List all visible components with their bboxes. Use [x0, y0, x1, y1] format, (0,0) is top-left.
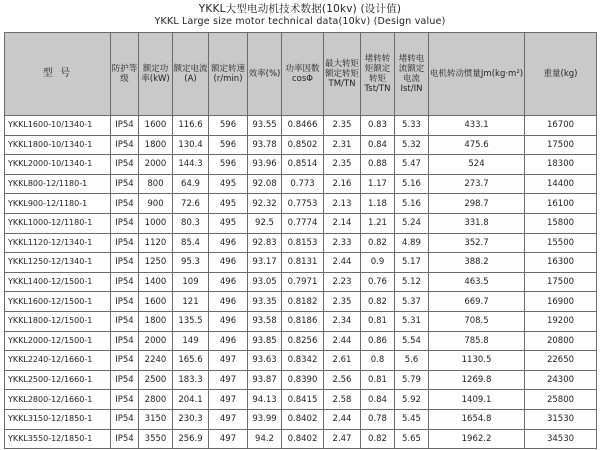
cell-locked-torque: 0.88 — [361, 155, 395, 175]
cell-power: 1600 — [139, 116, 173, 136]
table-row — [5, 253, 597, 273]
cell-locked-current: 5.33 — [395, 116, 429, 136]
cell-model: YKKL3550-12/1850-1 — [5, 429, 111, 449]
cell-power: 2000 — [139, 331, 173, 351]
cell-weight: 14400 — [525, 174, 597, 194]
table-row — [5, 174, 597, 194]
cell-power-factor: 0.8131 — [282, 253, 324, 273]
cell-protection: IP54 — [111, 116, 139, 136]
cell-max-torque: 2.44 — [324, 331, 361, 351]
cell-power: 1250 — [139, 253, 173, 273]
cell-efficiency: 93.96 — [248, 155, 282, 175]
cell-current: 72.6 — [173, 194, 209, 214]
cell-locked-torque: 0.81 — [361, 370, 395, 390]
cell-max-torque: 2.14 — [324, 213, 361, 233]
cell-efficiency: 94.2 — [248, 429, 282, 449]
title-block — [0, 0, 600, 29]
cell-power: 2000 — [139, 155, 173, 175]
cell-max-torque: 2.44 — [324, 253, 361, 273]
cell-locked-torque: 0.82 — [361, 429, 395, 449]
cell-inertia: 273.7 — [429, 174, 525, 194]
cell-model: YKKL2240-12/1660-1 — [5, 351, 111, 371]
cell-weight: 15500 — [525, 233, 597, 253]
table-row — [5, 292, 597, 312]
cell-efficiency: 93.87 — [248, 370, 282, 390]
cell-efficiency: 93.55 — [248, 116, 282, 136]
cell-speed: 496 — [209, 253, 248, 273]
header-weight: 重量(kg) — [525, 33, 597, 116]
cell-power-factor: 0.7753 — [282, 194, 324, 214]
cell-efficiency: 92.08 — [248, 174, 282, 194]
cell-current: 80.3 — [173, 213, 209, 233]
cell-locked-current: 4.89 — [395, 233, 429, 253]
cell-weight: 22650 — [525, 351, 597, 371]
cell-model: YKKL2500-12/1660-1 — [5, 370, 111, 390]
cell-power-factor: 0.8153 — [282, 233, 324, 253]
cell-power: 1800 — [139, 135, 173, 155]
cell-power-factor: 0.8466 — [282, 116, 324, 136]
cell-speed: 497 — [209, 409, 248, 429]
cell-locked-torque: 0.84 — [361, 135, 395, 155]
cell-weight: 20800 — [525, 331, 597, 351]
cell-model: YKKL900-12/1180-1 — [5, 194, 111, 214]
title-chinese: YKKL大型电动机技术数据(10kv) (设计值) — [198, 3, 402, 15]
cell-locked-current: 5.31 — [395, 311, 429, 331]
cell-speed: 497 — [209, 390, 248, 410]
header-inertia: 电机转动惯量Jm(kg·m²) — [429, 33, 525, 116]
cell-power-factor: 0.8182 — [282, 292, 324, 312]
cell-speed: 596 — [209, 135, 248, 155]
cell-power-factor: 0.7971 — [282, 272, 324, 292]
cell-model: YKKL800-12/1180-1 — [5, 174, 111, 194]
cell-inertia: 1130.5 — [429, 351, 525, 371]
cell-locked-current: 5.65 — [395, 429, 429, 449]
cell-model: YKKL1600-10/1340-1 — [5, 116, 111, 136]
table-row — [5, 409, 597, 429]
cell-locked-current: 5.16 — [395, 174, 429, 194]
table-row — [5, 155, 597, 175]
cell-weight: 17500 — [525, 272, 597, 292]
cell-locked-current: 5.47 — [395, 155, 429, 175]
cell-max-torque: 2.31 — [324, 135, 361, 155]
cell-current: 95.3 — [173, 253, 209, 273]
cell-inertia: 298.7 — [429, 194, 525, 214]
cell-speed: 497 — [209, 351, 248, 371]
cell-current: 144.3 — [173, 155, 209, 175]
header-power-factor: 功率因数cosΦ — [282, 33, 324, 116]
cell-power-factor: 0.7774 — [282, 213, 324, 233]
cell-max-torque: 2.35 — [324, 116, 361, 136]
cell-power-factor: 0.8390 — [282, 370, 324, 390]
cell-current: 64.9 — [173, 174, 209, 194]
cell-locked-current: 5.12 — [395, 272, 429, 292]
cell-weight: 18300 — [525, 155, 597, 175]
cell-current: 85.4 — [173, 233, 209, 253]
cell-efficiency: 93.99 — [248, 409, 282, 429]
table-row — [5, 272, 597, 292]
cell-protection: IP54 — [111, 272, 139, 292]
table-row — [5, 351, 597, 371]
cell-efficiency: 94.13 — [248, 390, 282, 410]
cell-protection: IP54 — [111, 135, 139, 155]
cell-power: 1800 — [139, 311, 173, 331]
cell-current: 230.3 — [173, 409, 209, 429]
cell-current: 135.5 — [173, 311, 209, 331]
cell-inertia: 1269.8 — [429, 370, 525, 390]
cell-inertia: 708.5 — [429, 311, 525, 331]
table-body — [5, 116, 597, 449]
cell-locked-torque: 0.83 — [361, 116, 395, 136]
cell-inertia: 785.8 — [429, 331, 525, 351]
cell-power-factor: 0.8502 — [282, 135, 324, 155]
header-protection: 防护等级 — [111, 33, 139, 116]
cell-current: 183.3 — [173, 370, 209, 390]
cell-power: 3150 — [139, 409, 173, 429]
cell-weight: 24300 — [525, 370, 597, 390]
cell-power: 1120 — [139, 233, 173, 253]
cell-locked-torque: 0.9 — [361, 253, 395, 273]
cell-locked-torque: 0.78 — [361, 409, 395, 429]
cell-protection: IP54 — [111, 194, 139, 214]
cell-speed: 495 — [209, 213, 248, 233]
cell-efficiency: 93.35 — [248, 292, 282, 312]
cell-power: 2800 — [139, 390, 173, 410]
cell-model: YKKL3150-12/1850-1 — [5, 409, 111, 429]
table-row — [5, 213, 597, 233]
cell-current: 256.9 — [173, 429, 209, 449]
table-row — [5, 390, 597, 410]
cell-max-torque: 2.35 — [324, 155, 361, 175]
cell-max-torque: 2.58 — [324, 390, 361, 410]
header-model: 型 号 — [5, 33, 111, 116]
cell-inertia: 352.7 — [429, 233, 525, 253]
cell-efficiency: 93.05 — [248, 272, 282, 292]
cell-locked-current: 5.45 — [395, 409, 429, 429]
cell-protection: IP54 — [111, 390, 139, 410]
cell-current: 165.6 — [173, 351, 209, 371]
cell-locked-current: 5.92 — [395, 390, 429, 410]
cell-inertia: 1654.8 — [429, 409, 525, 429]
cell-inertia: 524 — [429, 155, 525, 175]
cell-locked-torque: 1.18 — [361, 194, 395, 214]
cell-locked-current: 5.37 — [395, 292, 429, 312]
table-row — [5, 116, 597, 136]
cell-efficiency: 93.63 — [248, 351, 282, 371]
cell-speed: 596 — [209, 155, 248, 175]
cell-efficiency: 93.78 — [248, 135, 282, 155]
cell-max-torque: 2.16 — [324, 174, 361, 194]
cell-current: 204.1 — [173, 390, 209, 410]
table-row — [5, 311, 597, 331]
cell-power: 3550 — [139, 429, 173, 449]
cell-speed: 496 — [209, 331, 248, 351]
cell-locked-current: 5.54 — [395, 331, 429, 351]
cell-locked-torque: 0.76 — [361, 272, 395, 292]
motor-spec-table — [4, 32, 597, 449]
cell-locked-torque: 0.84 — [361, 390, 395, 410]
cell-locked-torque: 1.21 — [361, 213, 395, 233]
cell-max-torque: 2.33 — [324, 233, 361, 253]
cell-power: 1600 — [139, 292, 173, 312]
cell-power-factor: 0.8342 — [282, 351, 324, 371]
cell-max-torque: 2.44 — [324, 409, 361, 429]
cell-protection: IP54 — [111, 351, 139, 371]
cell-locked-current: 5.17 — [395, 253, 429, 273]
header-efficiency: 效率(%) — [248, 33, 282, 116]
cell-current: 121 — [173, 292, 209, 312]
cell-power-factor: 0.8402 — [282, 429, 324, 449]
cell-weight: 31530 — [525, 409, 597, 429]
cell-efficiency: 93.17 — [248, 253, 282, 273]
cell-inertia: 1409.1 — [429, 390, 525, 410]
cell-speed: 497 — [209, 370, 248, 390]
cell-model: YKKL2800-12/1660-1 — [5, 390, 111, 410]
cell-speed: 596 — [209, 116, 248, 136]
table-row — [5, 370, 597, 390]
cell-power-factor: 0.8256 — [282, 331, 324, 351]
cell-current: 116.6 — [173, 116, 209, 136]
cell-weight: 16300 — [525, 253, 597, 273]
cell-weight: 17500 — [525, 135, 597, 155]
cell-locked-torque: 0.82 — [361, 233, 395, 253]
cell-efficiency: 93.85 — [248, 331, 282, 351]
cell-protection: IP54 — [111, 311, 139, 331]
cell-protection: IP54 — [111, 233, 139, 253]
cell-power-factor: 0.8402 — [282, 409, 324, 429]
cell-max-torque: 2.56 — [324, 370, 361, 390]
cell-power: 800 — [139, 174, 173, 194]
cell-power-factor: 0.773 — [282, 174, 324, 194]
cell-protection: IP54 — [111, 155, 139, 175]
cell-inertia: 331.8 — [429, 213, 525, 233]
cell-current: 130.4 — [173, 135, 209, 155]
cell-locked-current: 5.79 — [395, 370, 429, 390]
table-row — [5, 331, 597, 351]
cell-protection: IP54 — [111, 429, 139, 449]
cell-model: YKKL1800-10/1340-1 — [5, 135, 111, 155]
cell-power-factor: 0.8186 — [282, 311, 324, 331]
cell-power: 2500 — [139, 370, 173, 390]
cell-protection: IP54 — [111, 253, 139, 273]
header-locked-torque: 堵转转矩额定转矩Tst/TN — [361, 33, 395, 116]
cell-weight: 25800 — [525, 390, 597, 410]
cell-locked-torque: 0.8 — [361, 351, 395, 371]
cell-max-torque: 2.13 — [324, 194, 361, 214]
cell-weight: 16700 — [525, 116, 597, 136]
cell-speed: 496 — [209, 272, 248, 292]
title-english: YKKL Large size motor technical data(10kv) (Design value) — [154, 16, 446, 27]
cell-protection: IP54 — [111, 213, 139, 233]
cell-protection: IP54 — [111, 370, 139, 390]
cell-weight: 19200 — [525, 311, 597, 331]
cell-efficiency: 92.5 — [248, 213, 282, 233]
header-current: 额定电流(A) — [173, 33, 209, 116]
cell-weight: 15800 — [525, 213, 597, 233]
cell-current: 109 — [173, 272, 209, 292]
table-row — [5, 135, 597, 155]
cell-locked-current: 5.6 — [395, 351, 429, 371]
cell-efficiency: 92.32 — [248, 194, 282, 214]
cell-locked-torque: 1.17 — [361, 174, 395, 194]
cell-locked-torque: 0.81 — [361, 311, 395, 331]
cell-max-torque: 2.35 — [324, 292, 361, 312]
cell-model: YKKL1000-12/1180-1 — [5, 213, 111, 233]
cell-max-torque: 2.23 — [324, 272, 361, 292]
header-locked-current: 堵转电流额定电流Ist/IN — [395, 33, 429, 116]
cell-model: YKKL1400-12/1500-1 — [5, 272, 111, 292]
cell-inertia: 433.1 — [429, 116, 525, 136]
cell-locked-current: 5.16 — [395, 194, 429, 214]
cell-model: YKKL1250-12/1340-1 — [5, 253, 111, 273]
cell-protection: IP54 — [111, 331, 139, 351]
cell-power: 2240 — [139, 351, 173, 371]
cell-weight: 16900 — [525, 292, 597, 312]
cell-model: YKKL2000-10/1340-1 — [5, 155, 111, 175]
cell-weight: 34530 — [525, 429, 597, 449]
cell-model: YKKL1120-12/1340-1 — [5, 233, 111, 253]
cell-max-torque: 2.47 — [324, 429, 361, 449]
cell-current: 149 — [173, 331, 209, 351]
cell-inertia: 475.6 — [429, 135, 525, 155]
cell-speed: 497 — [209, 429, 248, 449]
cell-locked-torque: 0.86 — [361, 331, 395, 351]
cell-inertia: 388.2 — [429, 253, 525, 273]
cell-power: 1000 — [139, 213, 173, 233]
header-row — [5, 33, 597, 116]
cell-inertia: 1962.2 — [429, 429, 525, 449]
cell-power-factor: 0.8415 — [282, 390, 324, 410]
cell-locked-current: 5.24 — [395, 213, 429, 233]
header-max-torque: 最大转矩额定转矩TM/TN — [324, 33, 361, 116]
cell-protection: IP54 — [111, 174, 139, 194]
cell-speed: 496 — [209, 311, 248, 331]
cell-inertia: 463.5 — [429, 272, 525, 292]
cell-protection: IP54 — [111, 409, 139, 429]
cell-speed: 495 — [209, 174, 248, 194]
header-power: 额定功率(kW) — [139, 33, 173, 116]
cell-model: YKKL1600-12/1500-1 — [5, 292, 111, 312]
table-row — [5, 233, 597, 253]
cell-power: 1400 — [139, 272, 173, 292]
cell-model: YKKL2000-12/1500-1 — [5, 331, 111, 351]
cell-locked-current: 5.32 — [395, 135, 429, 155]
cell-max-torque: 2.34 — [324, 311, 361, 331]
cell-protection: IP54 — [111, 292, 139, 312]
cell-efficiency: 92.83 — [248, 233, 282, 253]
cell-power: 900 — [139, 194, 173, 214]
cell-inertia: 669.7 — [429, 292, 525, 312]
header-speed: 额定转速(r/min) — [209, 33, 248, 116]
cell-speed: 495 — [209, 194, 248, 214]
cell-power-factor: 0.8514 — [282, 155, 324, 175]
cell-weight: 16100 — [525, 194, 597, 214]
cell-speed: 496 — [209, 233, 248, 253]
table-row — [5, 194, 597, 214]
cell-model: YKKL1800-12/1500-1 — [5, 311, 111, 331]
cell-speed: 496 — [209, 292, 248, 312]
table-row — [5, 429, 597, 449]
cell-locked-torque: 0.82 — [361, 292, 395, 312]
cell-max-torque: 2.61 — [324, 351, 361, 371]
cell-efficiency: 93.58 — [248, 311, 282, 331]
